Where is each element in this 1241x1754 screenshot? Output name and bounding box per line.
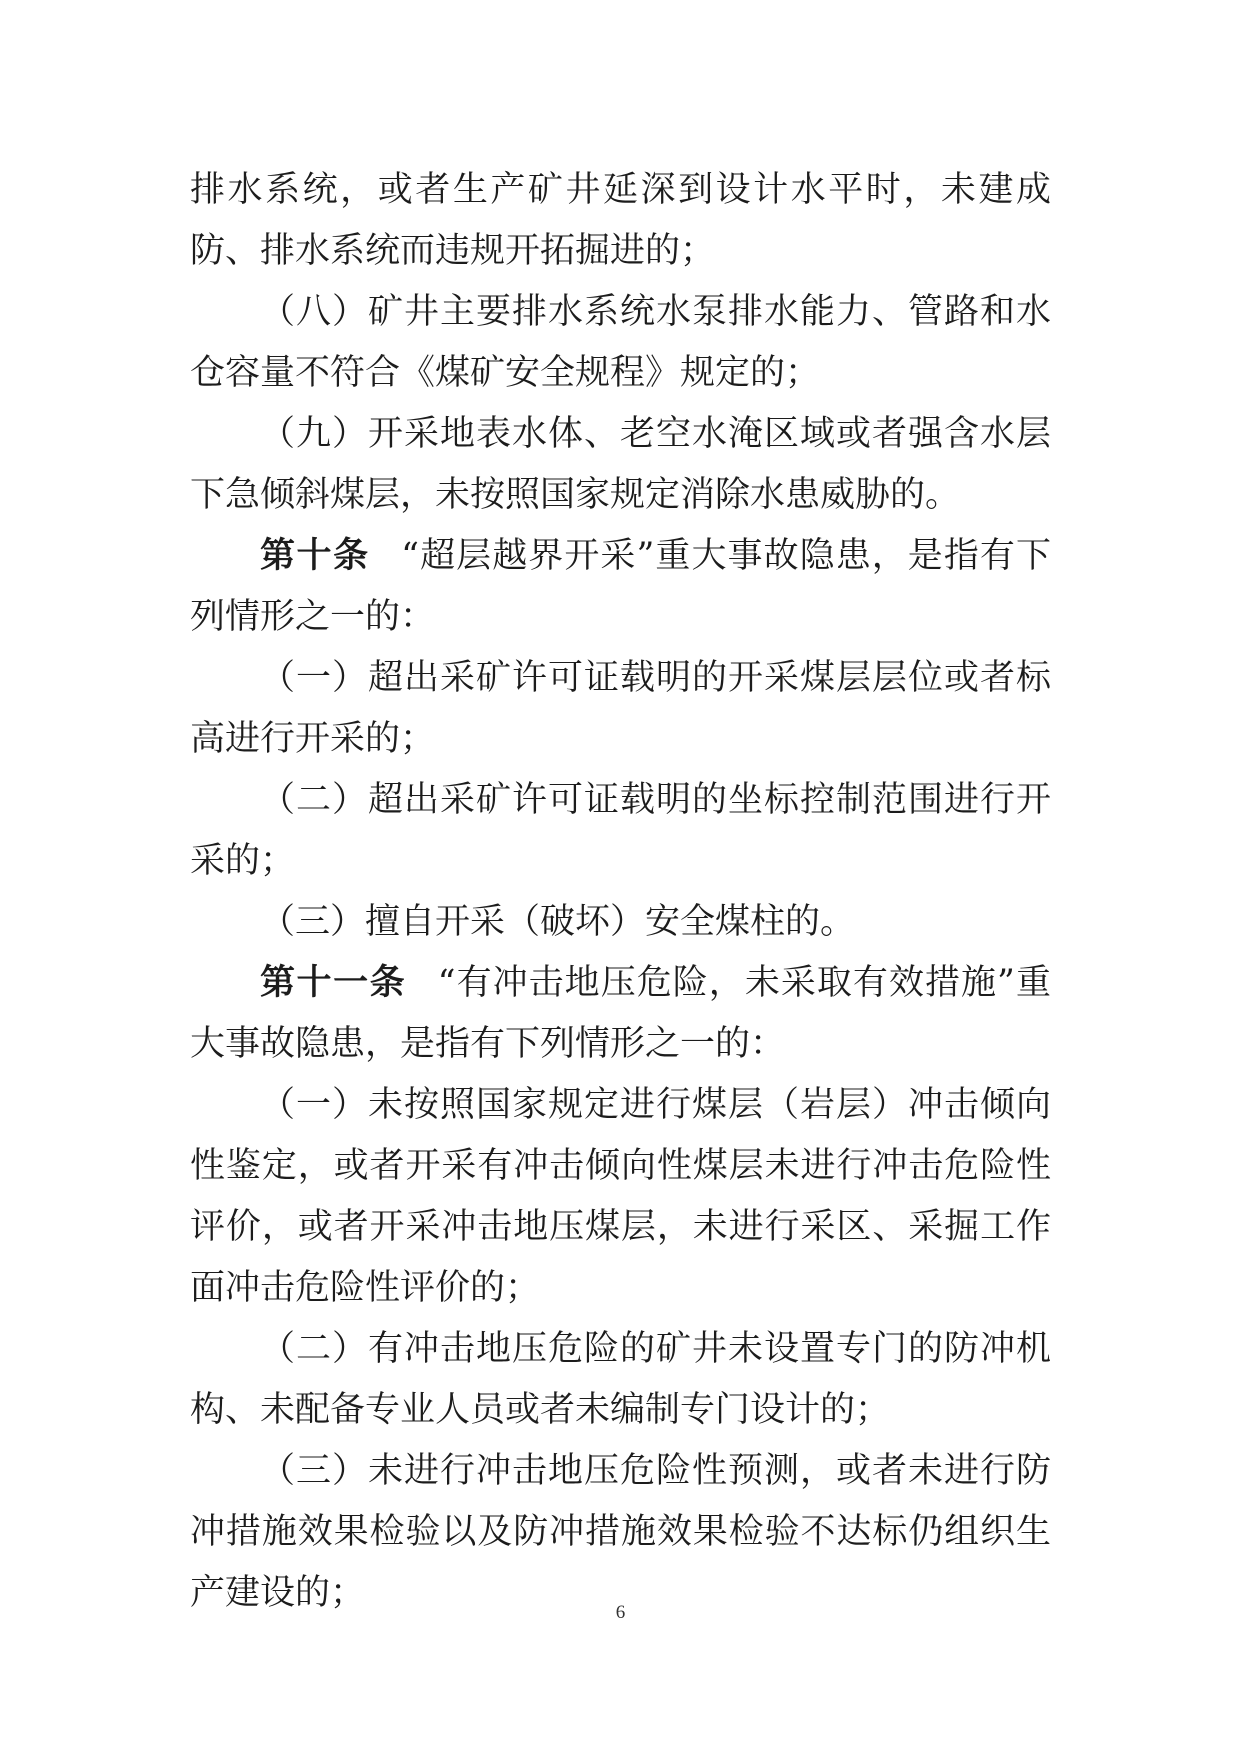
paragraph-continuation bbox=[190, 160, 1051, 282]
paragraph-text: （二）超出采矿许可证载明的坐标控制范围进行开采的； bbox=[190, 780, 1051, 881]
list-item-three bbox=[190, 1441, 1051, 1624]
paragraph-text: （三）未进行冲击地压危险性预测，或者未进行防冲措施效果检验以及防冲措施效果检验不达标仍组织生产建设的； bbox=[190, 1451, 1051, 1613]
paragraph-text: （二）有冲击地压危险的矿井未设置专门的防冲机构、未配备专业人员或者未编制专门设计的； bbox=[190, 1329, 1051, 1430]
paragraph-text: “有冲击地压危险，未采取有效措施”重大事故隐患，是指有下列情形之一的： bbox=[190, 963, 1051, 1064]
paragraph-text: （八）矿井主要排水系统水泵排水能力、管路和水仓容量不符合《煤矿安全规程》规定的； bbox=[190, 292, 1051, 393]
document-body bbox=[190, 160, 1051, 1624]
list-item-three bbox=[190, 892, 1051, 953]
article-heading: 第十条 bbox=[260, 536, 370, 576]
list-item-eight bbox=[190, 282, 1051, 404]
paragraph-text: （一）未按照国家规定进行煤层（岩层）冲击倾向性鉴定，或者开采有冲击倾向性煤层未进行冲击危险性评价，或者开采冲击地压煤层，未进行采区、采掘工作面冲击危险性评价的； bbox=[190, 1085, 1051, 1308]
page-number: 6 bbox=[615, 1602, 626, 1623]
list-item-two bbox=[190, 770, 1051, 892]
paragraph-text: （三）擅自开采（破坏）安全煤柱的。 bbox=[260, 902, 856, 942]
paragraph-text: （一）超出采矿许可证载明的开采煤层层位或者标高进行开采的； bbox=[190, 658, 1051, 759]
article-eleven bbox=[190, 953, 1051, 1075]
paragraph-text: “超层越界开采”重大事故隐患，是指有下列情形之一的： bbox=[190, 536, 1051, 637]
paragraph-text: 排水系统，或者生产矿井延深到设计水平时，未建成防、排水系统而违规开拓掘进的； bbox=[190, 170, 1051, 271]
list-item-two bbox=[190, 1319, 1051, 1441]
article-heading: 第十一条 bbox=[260, 963, 407, 1003]
list-item-one bbox=[190, 648, 1051, 770]
list-item-nine bbox=[190, 404, 1051, 526]
paragraph-text: （九）开采地表水体、老空水淹区域或者强含水层下急倾斜煤层，未按照国家规定消除水患威胁的。 bbox=[190, 414, 1051, 515]
article-ten bbox=[190, 526, 1051, 648]
list-item-one bbox=[190, 1075, 1051, 1319]
